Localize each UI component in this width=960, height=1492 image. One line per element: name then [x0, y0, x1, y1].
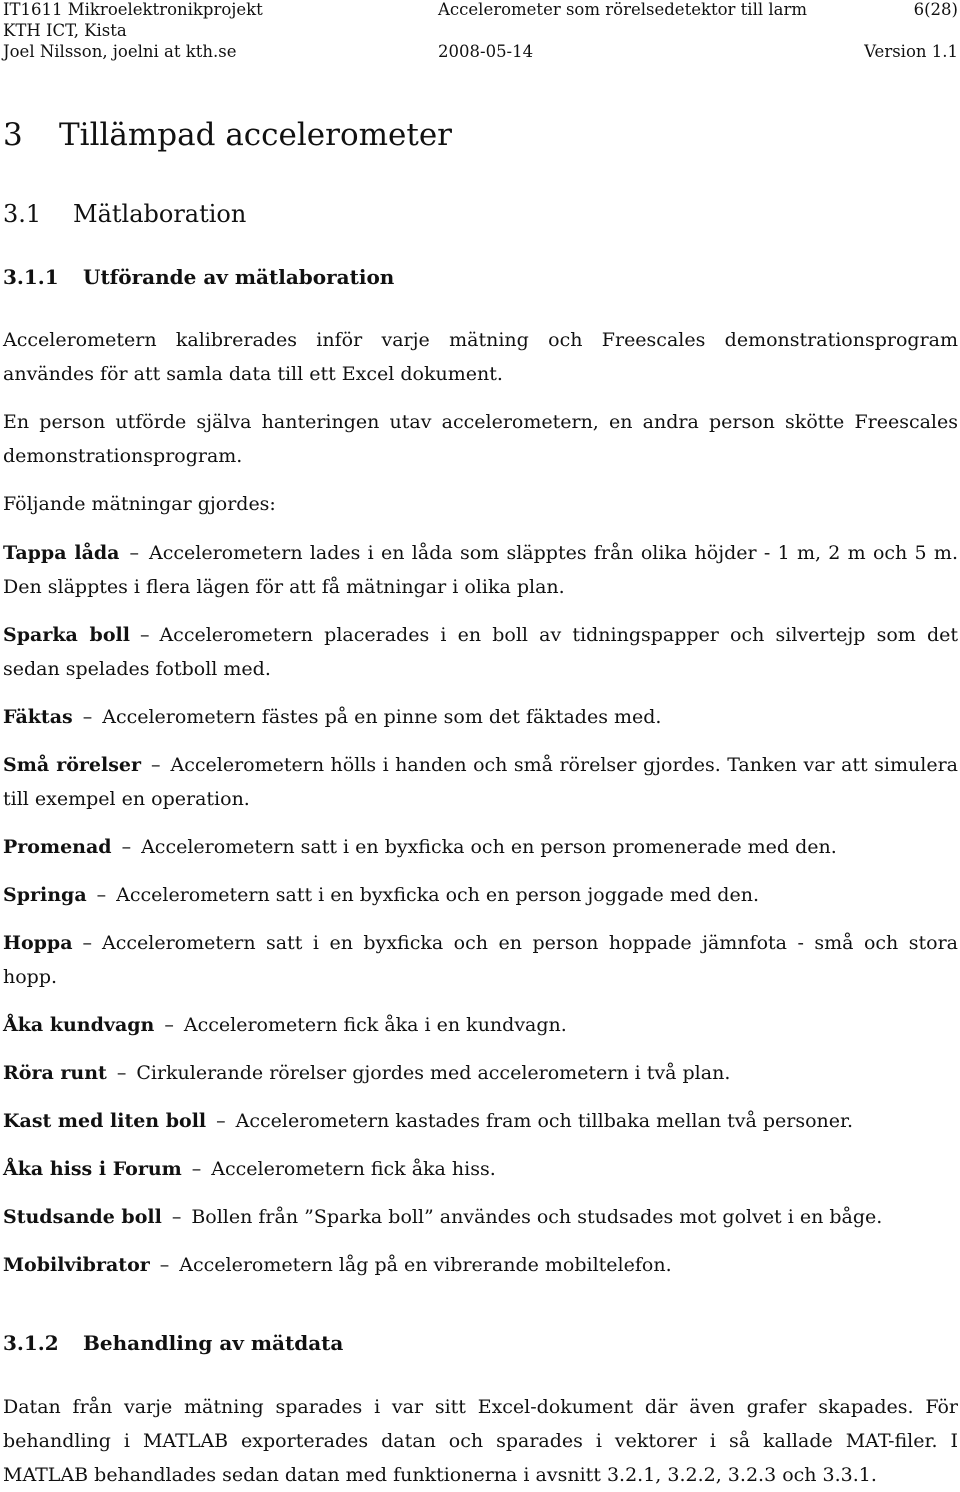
list-item-term: Åka kundvagn — [3, 1014, 155, 1036]
list-item-dash: – — [116, 1062, 127, 1084]
list-item-term: Tappa låda — [3, 542, 120, 564]
section-number: 3 — [3, 117, 23, 153]
subsubsection-title-1: Utförande av mätlaboration — [83, 265, 395, 289]
list-item — [3, 878, 958, 912]
list-item — [3, 536, 958, 604]
header-author: Joel Nilsson, joelni at kth.se — [3, 42, 237, 61]
header-date: 2008-05-14 — [438, 42, 534, 61]
list-item-term: Studsande boll — [3, 1206, 162, 1228]
list-item-dash: – — [82, 706, 93, 728]
list-item-dash: – — [191, 1158, 202, 1180]
list-item-dash: – — [96, 884, 107, 906]
paragraph: En person utförde själva hanteringen utav accelerometern, en andra person skötte Freescales demonstrationsprogram. — [3, 411, 958, 467]
list-item-text: Accelerometern satt i en byxficka och en person joggade med den. — [116, 884, 759, 906]
list-item — [3, 618, 958, 686]
list-item-text: Accelerometern fick åka hiss. — [211, 1158, 496, 1180]
list-item-term: Promenad — [3, 836, 112, 858]
list-item-dash: – — [151, 754, 161, 776]
list-item-dash: – — [171, 1206, 182, 1228]
list-item — [3, 1248, 958, 1282]
list-item-text: Accelerometern hölls i handen och små rörelser gjordes. Tanken var att simulera till exempel en operation. — [3, 754, 958, 810]
list-item-text: Accelerometern placerades i en boll av tidningspapper och silvertejp som det sedan spelades fotboll med. — [3, 624, 959, 680]
list-item-term: Mobilvibrator — [3, 1254, 150, 1276]
list-item-text: Accelerometern satt i en byxficka och en person promenerade med den. — [141, 836, 837, 858]
list-item-dash: – — [129, 542, 139, 564]
list-item-text: Accelerometern låg på en vibrerande mobiltelefon. — [179, 1254, 672, 1276]
header-institution: KTH ICT, Kista — [3, 21, 127, 40]
list-item-dash: – — [216, 1110, 226, 1132]
list-item — [3, 700, 958, 734]
list-item-term: Hoppa — [3, 932, 73, 954]
list-item-term: Fäktas — [3, 706, 73, 728]
header-course: IT1611 Mikroelektronikprojekt — [3, 0, 263, 19]
list-item-dash: – — [121, 836, 132, 858]
paragraph: Accelerometern kalibrerades inför varje mätning och Freescales demonstrationsprogram användes för att samla data till ett Excel dokument. — [3, 329, 958, 385]
list-item-text: Accelerometern fästes på en pinne som det fäktades med. — [102, 706, 662, 728]
list-item-term: Små rörelser — [3, 754, 141, 776]
list-item — [3, 926, 958, 994]
paragraph: Datan från varje mätning sparades i var sitt Excel-dokument där även grafer skapades. För behandling i MATLAB exporterades datan och sparades i vektorer i så kallade MAT-filer. I MATLAB behandlades sedan datan med funktionerna i avsnitt 3.2.1, 3.2.2, 3.2.3 och 3.3.1. — [3, 1396, 958, 1486]
subsubsection-heading-1 — [3, 262, 394, 292]
list-item — [3, 830, 958, 864]
list-item-text: Accelerometern fick åka i en kundvagn. — [183, 1014, 567, 1036]
list-item-text: Accelerometern lades i en låda som släpptes från olika höjder - 1 m, 2 m och 5 m. Den släpptes i flera lägen för att få mätningar i olika plan. — [3, 542, 958, 598]
list-item-term: Åka hiss i Forum — [3, 1158, 182, 1180]
list-item — [3, 1056, 958, 1090]
list-item — [3, 1200, 958, 1234]
subsection-heading — [3, 197, 246, 231]
header-title: Accelerometer som rörelsedetektor till larm — [438, 0, 808, 19]
list-item-dash: – — [164, 1014, 174, 1036]
subsubsection-number-1: 3.1.1 — [3, 265, 59, 289]
list-item-term: Kast med liten boll — [3, 1110, 207, 1132]
list-item-term: Springa — [3, 884, 87, 906]
list-item-dash: – — [159, 1254, 170, 1276]
list-item-dash: – — [82, 932, 93, 954]
paragraph: Följande mätningar gjordes: — [3, 493, 276, 515]
list-item-text: Accelerometern satt i en byxficka och en person hoppade jämnfota - små och stora hopp. — [3, 932, 958, 988]
section-title: Tillämpad accelerometer — [59, 117, 452, 153]
list-item-dash: – — [139, 624, 150, 646]
section-heading — [3, 115, 452, 155]
list-item-term: Sparka boll — [3, 624, 130, 646]
subsubsection-title-2: Behandling av mätdata — [83, 1331, 344, 1355]
list-item — [3, 1104, 958, 1138]
subsection-title: Mätlaboration — [73, 200, 247, 228]
subsubsection-number-2: 3.1.2 — [3, 1331, 59, 1355]
list-item-text: Bollen från ”Sparka boll” användes och studsades mot golvet i en båge. — [191, 1206, 883, 1228]
header-version: Version 1.1 — [864, 42, 958, 61]
list-item-term: Röra runt — [3, 1062, 107, 1084]
header-page-number: 6(28) — [913, 0, 958, 19]
subsubsection-heading-2 — [3, 1328, 343, 1358]
list-item — [3, 1152, 958, 1186]
list-item — [3, 1008, 958, 1042]
list-item-text: Accelerometern kastades fram och tillbaka mellan två personer. — [235, 1110, 854, 1132]
list-item — [3, 748, 958, 816]
list-item-text: Cirkulerande rörelser gjordes med accelerometern i två plan. — [136, 1062, 731, 1084]
subsection-number: 3.1 — [3, 200, 42, 228]
